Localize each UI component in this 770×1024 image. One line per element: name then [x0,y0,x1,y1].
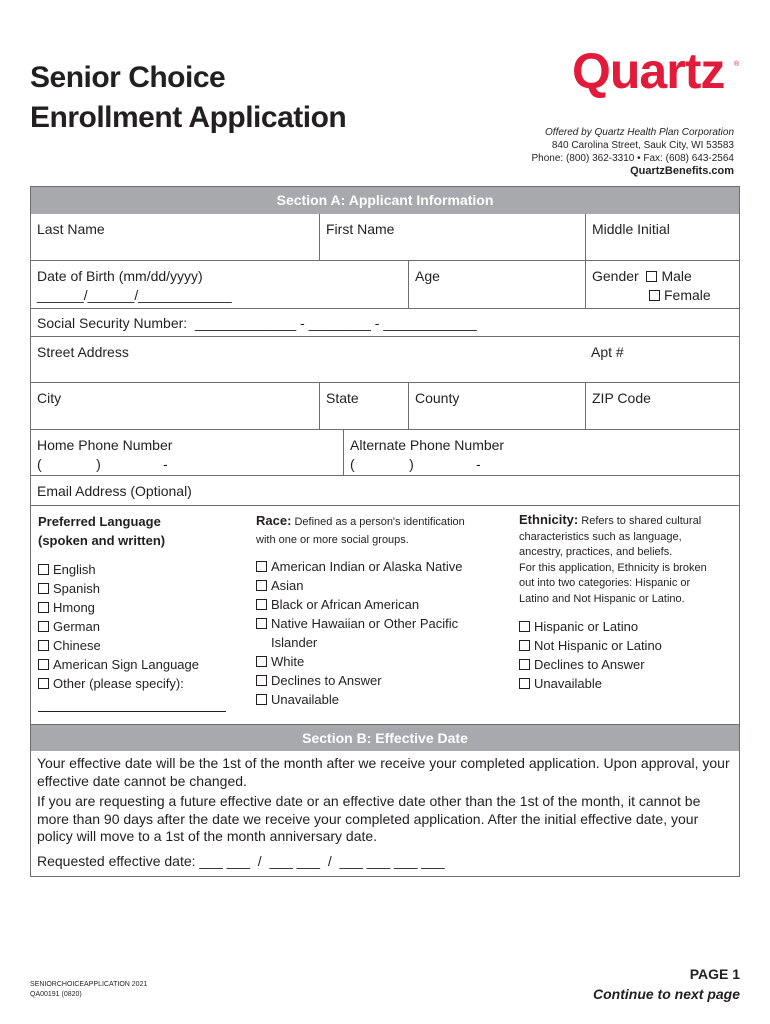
title-line-1: Senior Choice [30,61,226,94]
ssn-label: Social Security Number: [37,315,188,331]
zip-field[interactable] [585,383,739,429]
checkbox-icon [256,675,267,686]
apt-label: Apt # [591,344,624,360]
alt-phone-format: ( ) - [350,456,481,472]
race-option-american-indian[interactable]: American Indian or Alaska Native [256,557,506,576]
page-info [593,964,740,1004]
last-name-label: Last Name [37,221,105,237]
gender-male-checkbox[interactable] [646,271,657,282]
demographics-row [31,505,739,724]
gender-female-label: Female [664,287,711,303]
requested-date-label: Requested effective date: [37,852,196,869]
company-website: QuartzBenefits.com [630,165,734,177]
checkbox-icon [256,561,267,572]
logo-text: Quartz [572,46,725,99]
checkbox-icon [38,602,49,613]
checkbox-icon [38,659,49,670]
checkbox-icon [38,564,49,575]
gender-female-checkbox[interactable] [649,290,660,301]
ethnicity-option-unavailable[interactable]: Unavailable [519,674,733,693]
language-option-asl[interactable]: American Sign Language [38,655,242,674]
first-name-field[interactable] [319,214,585,260]
race-option-asian[interactable]: Asian [256,576,506,595]
alt-phone-field[interactable] [343,430,739,475]
quartz-logo [570,46,742,108]
checkbox-icon [256,618,267,629]
form-code-2: QA00191 (0820) [30,991,82,998]
middle-initial-label: Middle Initial [592,221,670,237]
race-option-black[interactable]: Black or African American [256,595,506,614]
checkbox-icon [519,659,530,670]
home-phone-format: ( ) - [37,456,168,472]
ethnicity-description: Ethnicity: Refers to shared cultural characteristics such as language, ancestry, practices, and beliefs. For this application, Ethnicity is broken out into two categories: Hispanic or Latino and Not Hispanic or Latino. [519,512,707,605]
language-option-english[interactable]: English [38,560,242,579]
email-field[interactable] [31,476,739,505]
county-label: County [415,390,460,406]
document-title [30,58,346,138]
city-field[interactable] [31,383,319,429]
effective-date-section [31,751,739,876]
gender-label: Gender [592,268,639,284]
checkbox-icon [38,621,49,632]
language-option-spanish[interactable]: Spanish [38,579,242,598]
last-name-field[interactable] [31,214,319,260]
ethnicity-option-not-hispanic[interactable]: Not Hispanic or Latino [519,636,733,655]
race-option-white[interactable]: White [256,652,506,671]
age-field[interactable] [408,261,585,308]
checkbox-icon [519,678,530,689]
dob-field[interactable] [31,261,408,308]
language-option-german[interactable]: German [38,617,242,636]
email-label: Email Address (Optional) [37,483,192,499]
company-info [531,126,734,178]
home-phone-label: Home Phone Number [37,437,173,453]
requested-date-field[interactable] [37,852,733,870]
checkbox-icon [256,656,267,667]
dob-label: Date of Birth (mm/dd/yyyy) [37,268,203,284]
offered-by: Offered by Quartz Health Plan Corporation [545,127,734,138]
street-address-field[interactable] [31,337,585,382]
checkbox-icon [38,583,49,594]
section-a-header: Section A: Applicant Information [31,187,739,214]
section-b-header: Section B: Effective Date [31,724,739,751]
alt-phone-label: Alternate Phone Number [350,437,505,453]
middle-initial-field[interactable] [585,214,739,260]
language-section [31,506,249,724]
race-option-pacific-islander[interactable]: Native Hawaiian or Other Pacific Islander [256,614,506,652]
checkbox-icon [256,599,267,610]
checkbox-icon [38,678,49,689]
language-option-other[interactable]: Other (please specify): [38,674,242,693]
enrollment-form [30,186,740,877]
county-field[interactable] [408,383,585,429]
form-codes [30,980,147,1000]
state-label: State [326,390,359,406]
race-option-declines[interactable]: Declines to Answer [256,671,506,690]
street-address-label: Street Address [37,344,129,360]
requested-date-blank: ___ ___ / ___ ___ / ___ ___ ___ ___ [199,852,445,869]
phone-row [31,429,739,475]
ssn-field[interactable] [31,309,739,336]
home-phone-field[interactable] [31,430,343,475]
svg-text:®: ® [734,61,740,68]
ssn-blank: _____________ - ________ - ____________ [194,315,477,331]
title-line-2: Enrollment Application [30,101,347,134]
effective-date-para-1: Your effective date will be the 1st of the month after we receive your completed application. Upon approval, your effective date cannot be changed. [37,755,730,789]
checkbox-icon [519,640,530,651]
street-row [31,336,739,382]
ssn-row [31,308,739,336]
effective-date-para-2: If you are requesting a future effective date or an effective date other than the 1st of the month, it cannot be more than 90 days after the date we receive your completed application. After the initial effective date, your policy will move to a 1st of the month anniversary date. [37,793,701,844]
apt-field[interactable] [585,337,739,382]
checkbox-icon [519,621,530,632]
first-name-label: First Name [326,221,395,237]
language-title: Preferred Language (spoken and written) [38,514,166,548]
language-option-hmong[interactable]: Hmong [38,598,242,617]
other-language-blank[interactable] [38,711,226,712]
race-title: Race: [256,513,292,528]
race-option-unavailable[interactable]: Unavailable [256,690,506,709]
checkbox-icon [38,640,49,651]
city-label: City [37,390,62,406]
company-address: 840 Carolina Street, Sauk City, WI 53583 [551,140,734,151]
dob-row [31,260,739,308]
dob-blank: ______/______/____________ [37,287,232,303]
company-phone: Phone: (800) 362-3310 • Fax: (608) 643-2564 [531,153,734,164]
state-field[interactable] [319,383,408,429]
ethnicity-option-hispanic[interactable]: Hispanic or Latino [519,617,733,636]
checkbox-icon [256,580,267,591]
language-option-chinese[interactable]: Chinese [38,636,242,655]
ethnicity-title: Ethnicity: [519,512,579,527]
gender-field [585,261,739,308]
city-row [31,382,739,429]
ethnicity-section [513,506,739,724]
form-code-1: SENIORCHOICEAPPLICATION 2021 [30,981,148,988]
ethnicity-option-declines[interactable]: Declines to Answer [519,655,733,674]
checkbox-icon [256,694,267,705]
continue-text: Continue to next page [593,986,740,1002]
age-label: Age [415,268,440,284]
page-number: PAGE 1 [689,966,740,982]
race-description: Race: Defined as a person's identification with one or more social groups. [256,513,465,546]
race-section [249,506,513,724]
name-row [31,214,739,260]
gender-male-label: Male [661,268,692,284]
zip-label: ZIP Code [592,390,651,406]
email-row [31,475,739,505]
